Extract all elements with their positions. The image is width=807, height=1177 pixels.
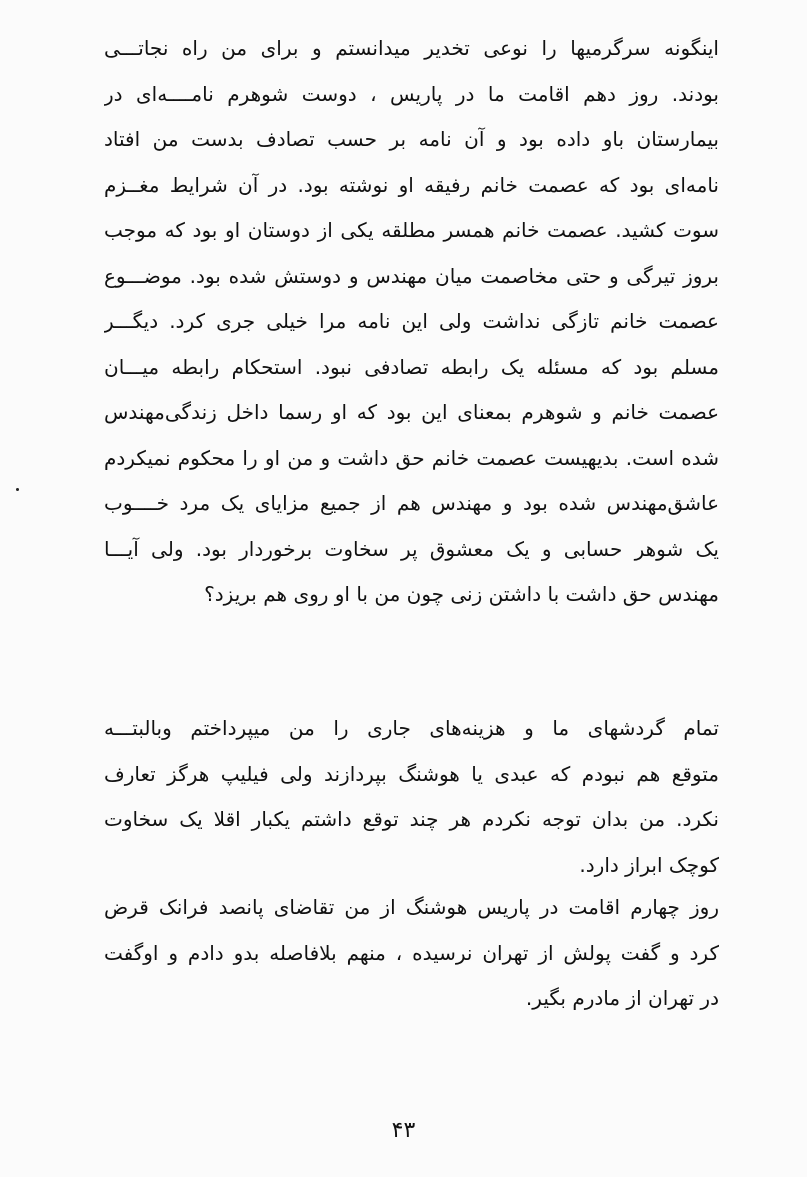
text-line: مهندس حق داشت با داشتن زنی چون من با او روی هم بریزد؟ bbox=[204, 582, 719, 606]
text-line: نامه‌ای بود که عصمت خانم رفیقه او نوشته بود. در آن شرایط مغــزم bbox=[104, 172, 719, 197]
text-line: یک شوهر حسابی و یک معشوق پر سخاوت برخوردار بود. ولی آیـــا bbox=[104, 536, 719, 561]
text-line: در تهران از مادرم بگیر. bbox=[525, 986, 719, 1010]
paragraph-2 bbox=[104, 706, 719, 888]
text-line: بیمارستان باو داده بود و آن نامه بر حسب تصادف بدست من افتاد bbox=[104, 127, 719, 151]
text-line: کرد و گفت پولش از تهران نرسیده ، منهم بلافاصله بدو دادم و اوگفت bbox=[104, 940, 719, 965]
text-line: نکرد. من بدان توجه نکردم هر چند توقع داشتم یکبار اقلا یک سخاوت bbox=[104, 807, 719, 831]
text-line: بودند. روز دهم اقامت ما در پاریس ، دوست شوهرم نامــــه‌ای در bbox=[104, 81, 719, 106]
paragraph-1 bbox=[104, 26, 719, 618]
text-line: روز چهارم اقامت در پاریس هوشنگ از من تقاضای پانصد فرانک قرض bbox=[104, 895, 719, 919]
text-line: مسلم بود که مسئله یک رابطه تصادفی نبود. استحکام رابطه میـــان bbox=[104, 354, 719, 379]
text-line: عاشق‌مهندس شده بود و مهندس هم از جمیع مزایای یک مرد خــــوب bbox=[104, 491, 719, 515]
text-line: بروز تیرگی و حتی مخاصمت میان مهندس و دوستش شده بود. موضـــوع bbox=[104, 263, 719, 288]
text-line: عصمت خانم و شوهرم بمعنای این بود که او رسما داخل زندگی‌مهندس bbox=[104, 400, 719, 424]
text-line: اینگونه سرگرمیها را نوعی تخدیر میدانستم و برای من راه نجاتـــی bbox=[104, 36, 719, 60]
scan-speck bbox=[16, 488, 19, 491]
text-line: شده است. بدیهیست عصمت خانم حق داشت و من او را محکوم نمیکردم bbox=[104, 445, 719, 470]
paragraph-3 bbox=[104, 885, 719, 1022]
page-number: ۴۳ bbox=[391, 1118, 416, 1143]
text-line: کوچک ابراز دارد. bbox=[579, 852, 719, 877]
text-line: متوقع هم نبودم که عبدی یا هوشنگ بپردازند ولی فیلیپ هرگز تعارف bbox=[104, 761, 719, 786]
text-line: سوت کشید. عصمت خانم همسر مطلقه یکی از دوستان او بود که موجب bbox=[104, 218, 719, 242]
text-line: عصمت خانم تازگی نداشت ولی این نامه مرا خیلی جری کرد. دیگـــر bbox=[104, 309, 719, 333]
text-line: تمام گردشهای ما و هزینه‌های جاری را من میپرداختم وبالبتـــه bbox=[104, 716, 719, 740]
